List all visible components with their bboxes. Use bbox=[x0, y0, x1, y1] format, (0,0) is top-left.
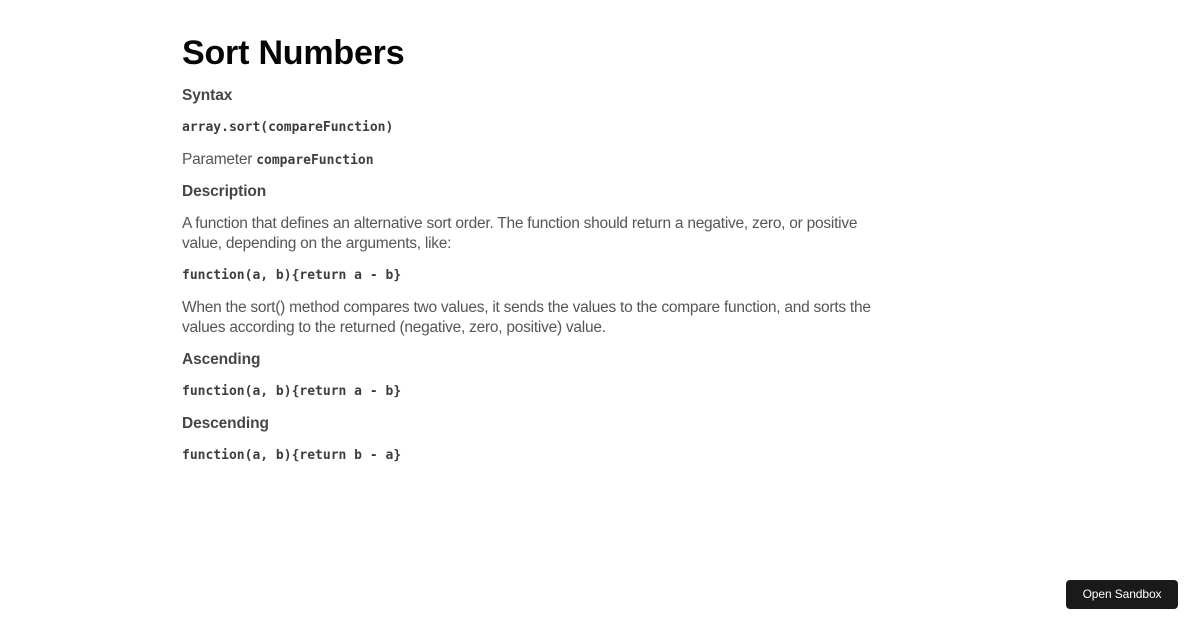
code-ascending: function(a, b){return a - b} bbox=[182, 384, 402, 399]
section-heading-descending: Descending bbox=[182, 415, 269, 432]
code-syntax: array.sort(compareFunction) bbox=[182, 120, 394, 135]
parameter-name: compareFunction bbox=[256, 153, 374, 168]
open-sandbox-button[interactable]: Open Sandbox bbox=[1066, 580, 1178, 609]
parameter-label: Parameter bbox=[182, 151, 253, 168]
parameter-line bbox=[182, 150, 374, 171]
page-title: Sort Numbers bbox=[182, 34, 405, 72]
description-paragraph-1: A function that defines an alternative sort order. The function should return a negative, zero, or positive value, depending on the arguments, like: bbox=[182, 215, 858, 252]
section-heading-syntax: Syntax bbox=[182, 87, 233, 104]
code-description-example: function(a, b){return a - b} bbox=[182, 268, 402, 283]
section-heading-ascending: Ascending bbox=[182, 351, 261, 368]
code-descending: function(a, b){return b - a} bbox=[182, 448, 402, 463]
section-heading-description: Description bbox=[182, 183, 267, 200]
description-paragraph-2: When the sort() method compares two values, it sends the values to the compare function, and sorts the values according to the returned (negative, zero, positive) value. bbox=[182, 299, 871, 336]
